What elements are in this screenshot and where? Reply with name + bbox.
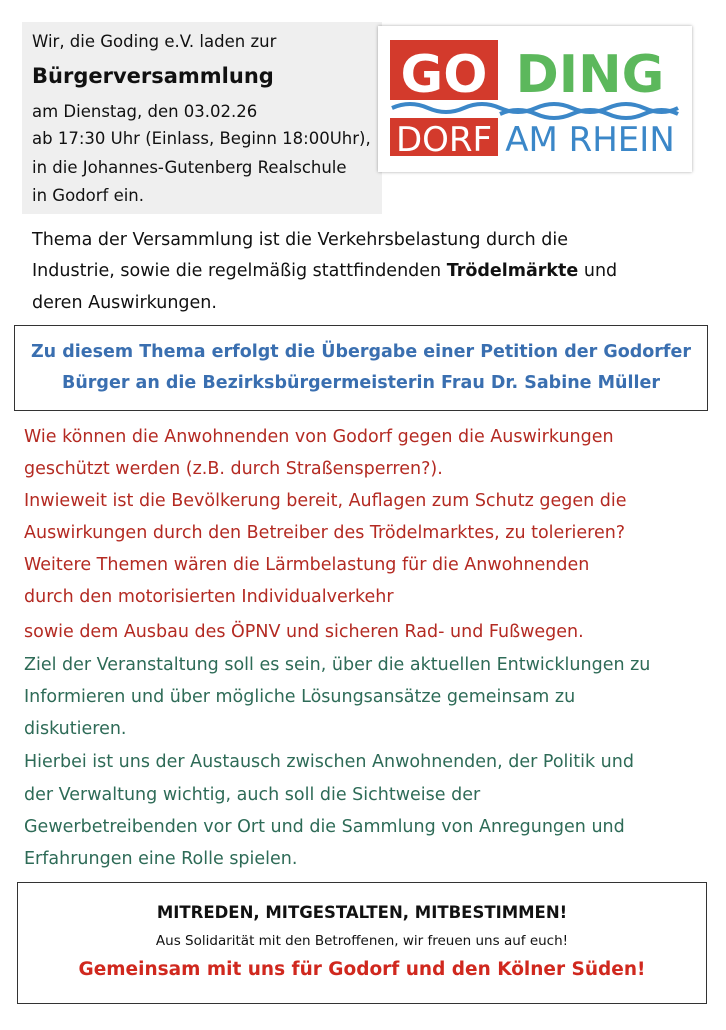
goal-line: diskutieren.	[24, 719, 127, 739]
invitation-time: ab 17:30 Uhr (Einlass, Beginn 18:00Uhr),	[32, 129, 371, 148]
goal-line: der Verwaltung wichtig, auch soll die Sichtweise der	[24, 785, 481, 805]
topic-line-1: Thema der Versammlung ist die Verkehrsbelastung durch die	[32, 230, 569, 250]
invitation-date: am Dienstag, den 03.02.26	[32, 102, 258, 121]
logo-text-am-rhein: AM RHEIN	[505, 120, 675, 160]
question-line: Auswirkungen durch den Betreiber des Trödelmarktes, zu tolerieren?	[24, 523, 626, 543]
question-line: Inwieweit ist die Bevölkerung bereit, Auflagen zum Schutz gegen die	[24, 491, 627, 511]
petition-line-1: Zu diesem Thema erfolgt die Übergabe einer Petition der Godorfer	[30, 342, 692, 362]
invitation-intro-line: Wir, die Goding e.V. laden zur	[32, 32, 277, 51]
question-line: Weitere Themen wären die Lärmbelastung für die Anwohnenden	[24, 555, 590, 575]
logo-text-go: GO	[400, 45, 488, 105]
logo-wave-icon	[392, 104, 678, 112]
question-line: Wie können die Anwohnenden von Godorf gegen die Auswirkungen	[24, 427, 614, 447]
question-line: geschützt werden (z.B. durch Straßensperren?).	[24, 459, 443, 479]
logo-text-dorf: DORF	[395, 120, 493, 160]
question-line: durch den motorisierten Individualverkehr	[24, 587, 394, 607]
invitation-title: Bürgerversammlung	[32, 64, 274, 88]
question-line: sowie dem Ausbau des ÖPNV und sicheren Rad- und Fußwegen.	[24, 622, 584, 642]
topic-highlight: Trödelmärkte	[446, 261, 579, 281]
topic-line-3: deren Auswirkungen.	[32, 293, 217, 313]
goal-line: Erfahrungen eine Rolle spielen.	[24, 849, 298, 869]
footer-call-to-action: Gemeinsam mit uns für Godorf und den Kölner Süden!	[78, 959, 646, 980]
goal-line: Gewerbetreibenden vor Ort und die Sammlung von Anregungen und	[24, 817, 625, 837]
topic-line-2-pre: Industrie, sowie die regelmäßig stattfindenden	[32, 261, 447, 281]
goal-line: Hierbei ist uns der Austausch zwischen Anwohnenden, der Politik und	[24, 752, 634, 772]
logo-wave-icon-2	[500, 110, 678, 118]
logo-text-ding: DING	[515, 45, 665, 105]
goal-line: Ziel der Veranstaltung soll es sein, über die aktuellen Entwicklungen zu	[24, 655, 651, 675]
goal-line: Informieren und über mögliche Lösungsansätze gemeinsam zu	[24, 687, 576, 707]
goding-logo	[378, 26, 692, 172]
footer-box	[17, 882, 707, 1004]
invitation-box	[22, 22, 382, 214]
invitation-venue: in die Johannes-Gutenberg Realschule	[32, 158, 347, 177]
footer-solidarity: Aus Solidarität mit den Betroffenen, wir freuen uns auf euch!	[155, 933, 569, 949]
invitation-location: in Godorf ein.	[32, 186, 145, 205]
footer-slogan: MITREDEN, MITGESTALTEN, MITBESTIMMEN!	[156, 903, 568, 922]
goding-logo-graphic	[378, 26, 692, 172]
petition-box	[14, 325, 708, 411]
topic-line-2	[32, 260, 617, 282]
topic-line-2-post: und	[578, 261, 618, 281]
petition-line-2: Bürger an die Bezirksbürgermeisterin Frau Dr. Sabine Müller	[62, 373, 660, 393]
